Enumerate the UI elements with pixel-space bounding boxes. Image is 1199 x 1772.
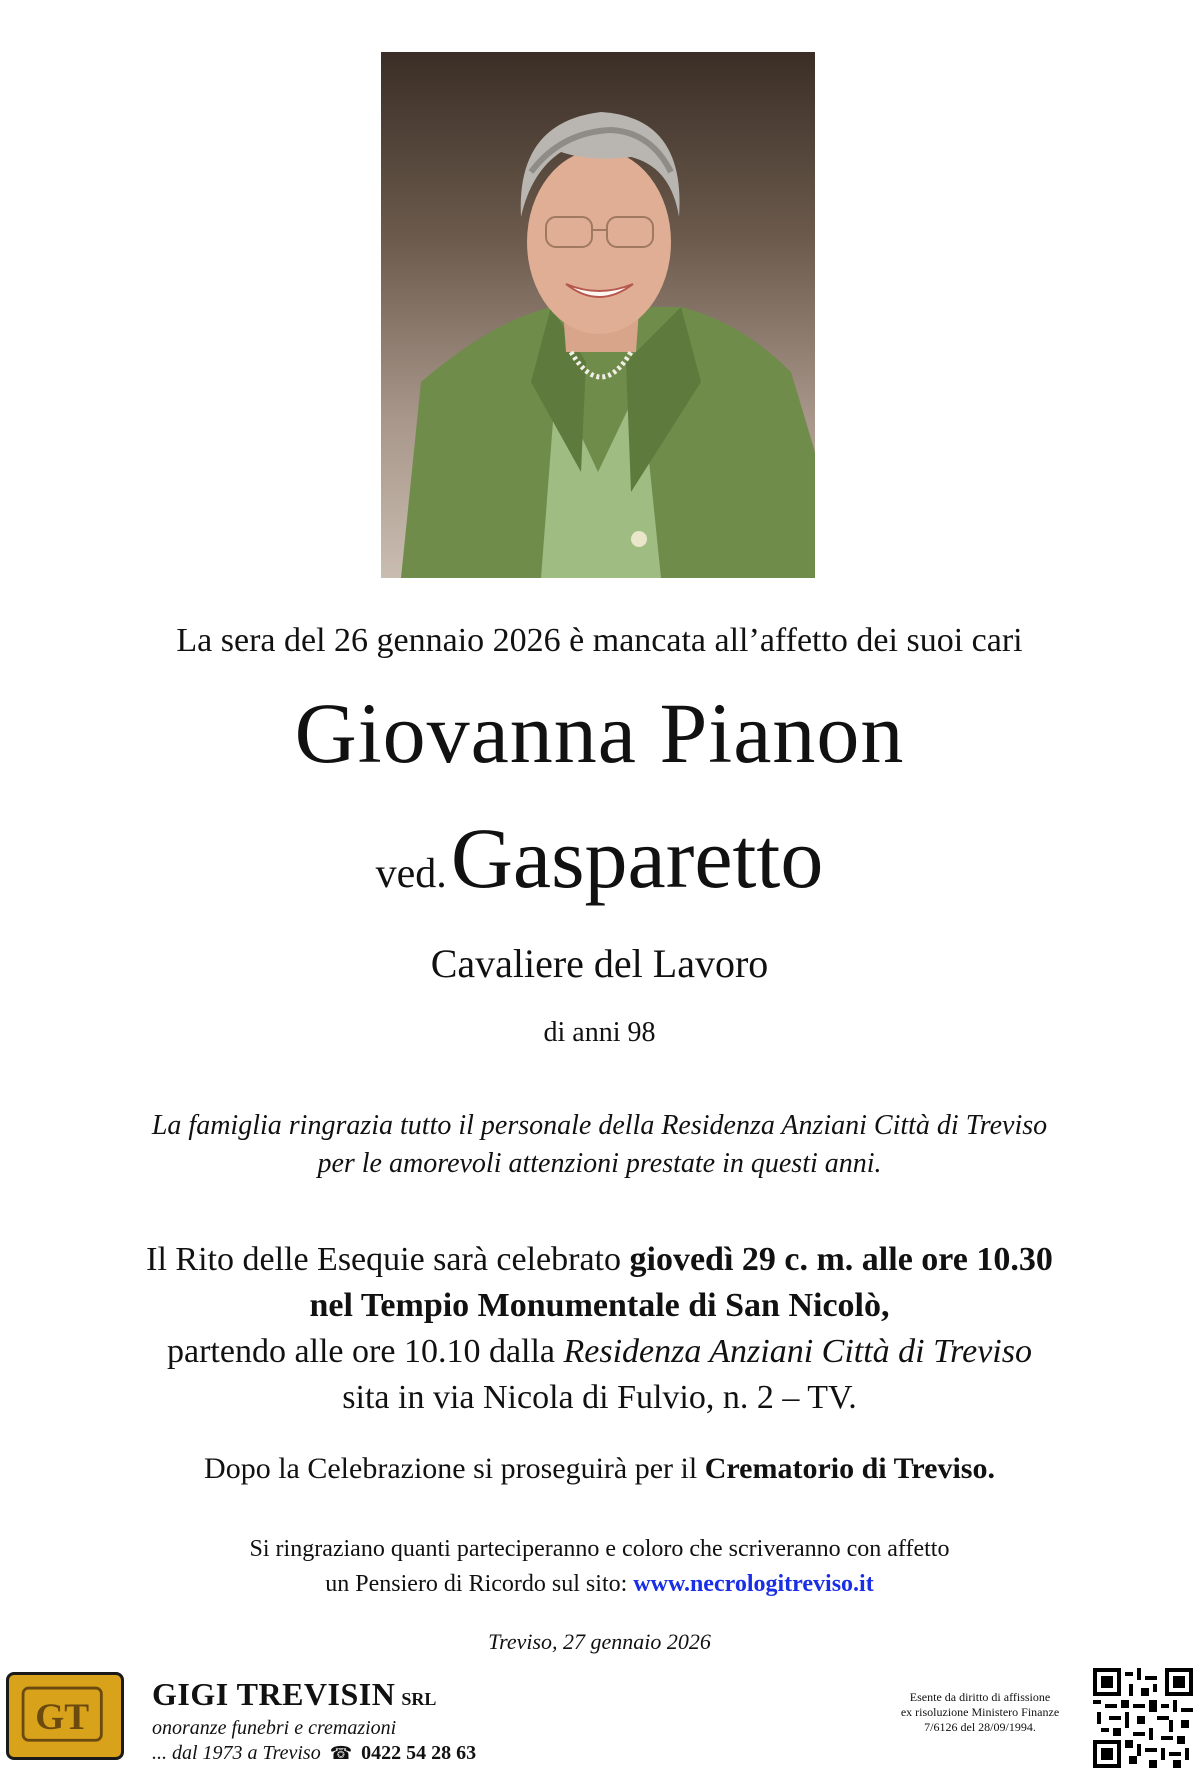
deceased-name: Giovanna Pianon [294,685,905,781]
intro-text: La sera del 26 gennaio 2026 è mancata all’affetto dei suoi cari [176,622,1023,659]
general-thanks [0,1532,1199,1602]
family-thanks [0,1107,1199,1183]
rite-line1 [0,1237,1199,1283]
rite-location: nel Tempio Monumentale di San Nicolò, [309,1287,890,1324]
company-subtitle: onoranze funebri e cremazioni [152,1717,397,1739]
rite-line1-text: Il Rito delle Esequie sarà celebrato [146,1241,630,1278]
age: di anni 98 [543,1017,656,1048]
cremation-note [0,1452,1199,1486]
website-link[interactable]: www.necrologitreviso.it [633,1571,874,1597]
company-since-line [152,1742,476,1765]
tax-line1: Esente da diritto di affissione [909,1690,1051,1704]
rite-departure-place: Residenza Anziani Città di Treviso [563,1333,1032,1370]
phone-icon: ☎ [329,1743,353,1763]
funeral-details [0,1237,1199,1421]
qr-code[interactable] [1093,1668,1193,1768]
tax-line2: ex risoluzione Ministero Finanze [900,1705,1060,1719]
portrait-illustration [381,52,815,578]
rite-datetime: giovedì 29 c. m. alle ore 10.30 [629,1241,1053,1278]
married-surname-line [0,810,1199,906]
notice-date: Treviso, 27 gennaio 2026 [488,1629,711,1654]
married-surname: Gasparetto [450,810,824,906]
tax-exemption-note [880,1690,1080,1735]
rite-line2 [0,1283,1199,1329]
company-suffix: SRL [401,1689,437,1709]
honor-title: Cavaliere del Lavoro [430,941,769,986]
cremation-text: Dopo la Celebrazione si proseguirà per il [204,1452,705,1485]
general-thanks-line2-text: un Pensiero di Ricordo sul sito: [325,1571,634,1597]
company-info [152,1676,476,1765]
logo-letters: GT [35,1697,90,1739]
company-logo [6,1672,124,1760]
family-thanks-line1: La famiglia ringrazia tutto il personale della Residenza Anziani Città di Treviso [151,1110,1048,1141]
rite-line3-text: partendo alle ore 10.10 dalla [167,1333,564,1370]
crematorium-name: Crematorio di Treviso. [704,1452,995,1485]
company-name: GIGI TREVISIN [152,1676,396,1712]
widow-prefix: ved. [375,851,447,897]
qr-code-icon [1093,1668,1193,1768]
rite-line3 [0,1329,1199,1375]
company-phone[interactable]: 0422 54 28 63 [361,1742,477,1764]
portrait-photo [381,52,815,578]
rite-line4: sita in via Nicola di Fulvio, n. 2 – TV. [342,1379,857,1416]
family-thanks-line2: per le amorevoli attenzioni prestate in questi anni. [317,1148,882,1179]
company-since: ... dal 1973 a Treviso [152,1742,321,1764]
tax-line3: 7/6126 del 28/09/1994. [924,1720,1036,1734]
general-thanks-line1: Si ringraziano quanti parteciperanno e coloro che scriveranno con affetto [249,1536,950,1562]
logo-monogram [9,1675,121,1757]
general-thanks-line2 [0,1567,1199,1602]
